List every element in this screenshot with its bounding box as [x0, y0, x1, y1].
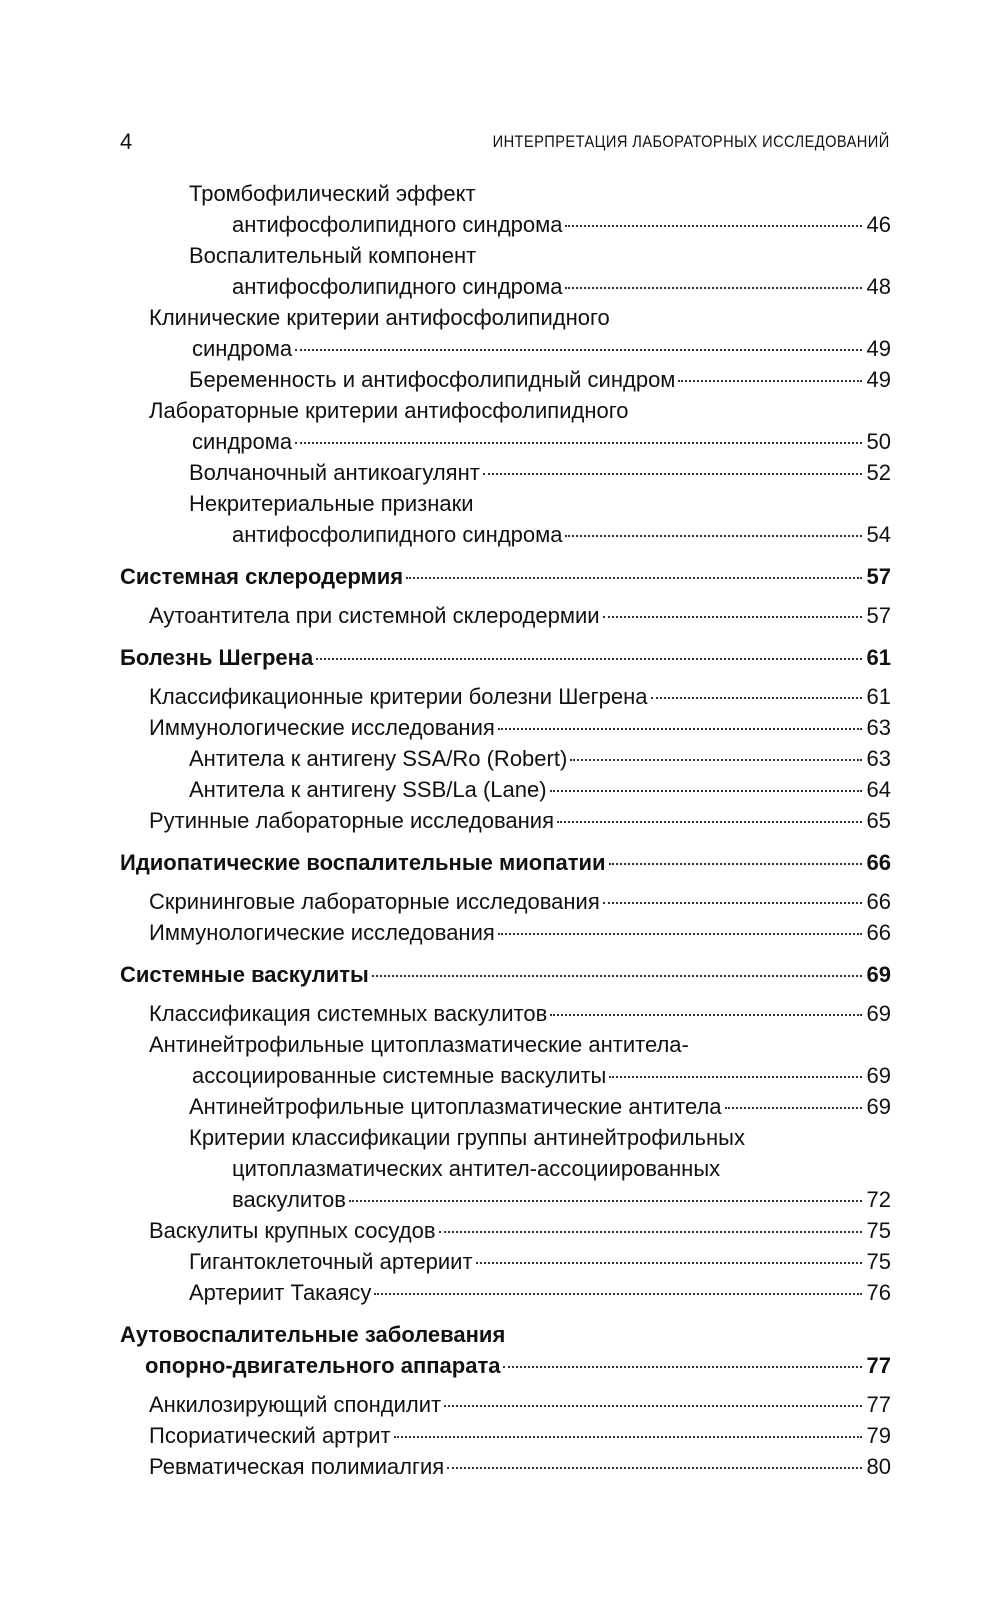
toc-entry-line	[120, 488, 891, 519]
toc-page-number: 64	[866, 777, 891, 802]
toc-chapter-entry	[120, 561, 891, 592]
toc-entry-line	[120, 333, 891, 364]
toc-entry-title: Аутовоспалительные заболевания	[120, 1322, 506, 1347]
toc-page-number: 80	[866, 1454, 891, 1479]
dot-leader	[725, 1107, 862, 1109]
toc-entry-title: Васкулиты крупных сосудов	[149, 1218, 436, 1243]
toc-entry-line	[120, 959, 891, 990]
toc-entry-title: Скрининговые лабораторные исследования	[149, 889, 600, 914]
toc-page-number: 77	[866, 1392, 891, 1417]
dot-leader	[603, 902, 862, 904]
dot-leader	[483, 473, 862, 475]
toc-entry	[120, 774, 891, 805]
toc-entry-line	[120, 847, 891, 878]
toc-entry	[120, 712, 891, 743]
toc-entry	[120, 488, 891, 550]
toc-page-number: 66	[866, 889, 891, 914]
toc-entry-title: цитоплазматических антител-ассоциированных	[232, 1156, 721, 1181]
toc-entry-title: Иммунологические исследования	[149, 715, 495, 740]
toc-entry	[120, 743, 891, 774]
toc-entry-title: Классификационные критерии болезни Шегрена	[149, 684, 648, 709]
toc-page-number: 61	[866, 645, 891, 670]
toc-chapter-entry	[120, 642, 891, 673]
toc-entry-title: Аутоантитела при системной склеродермии	[149, 603, 600, 628]
running-title: ИНТЕРПРЕТАЦИЯ ЛАБОРАТОРНЫХ ИССЛЕДОВАНИЙ	[492, 132, 890, 151]
toc-entry	[120, 805, 891, 836]
toc-chapter-entry	[120, 1319, 891, 1381]
toc-entry-title: Ревматическая полимиалгия	[149, 1454, 445, 1479]
toc-entry-title: Классификация системных васкулитов	[149, 1001, 548, 1026]
dot-leader	[447, 1467, 862, 1469]
toc-entry	[120, 302, 891, 364]
toc-entry-line	[120, 681, 891, 712]
toc-entry-line	[120, 1420, 891, 1451]
toc-entry-line	[120, 1350, 891, 1381]
toc-entry-title: Системные васкулиты	[120, 962, 369, 987]
toc-page-number: 69	[866, 1094, 891, 1119]
toc-page-number: 75	[866, 1249, 891, 1274]
toc-entry-line	[120, 1184, 891, 1215]
toc-entry-line	[120, 561, 891, 592]
toc-entry-title: Тромбофилический эффект	[189, 181, 476, 206]
toc-entry	[120, 364, 891, 395]
toc-page-number: 46	[866, 212, 891, 237]
toc-page-number: 77	[866, 1353, 891, 1378]
dot-leader	[444, 1405, 862, 1407]
toc-entry-title: Болезнь Шегрена	[120, 645, 314, 670]
dot-leader	[406, 577, 862, 579]
toc-entry	[120, 1122, 891, 1215]
toc-entry-line	[120, 1060, 891, 1091]
toc-entry	[120, 457, 891, 488]
toc-entry-line	[120, 1215, 891, 1246]
dot-leader	[374, 1293, 862, 1295]
toc-entry-line	[120, 642, 891, 673]
toc-entry-line	[120, 1451, 891, 1482]
dot-leader	[316, 658, 862, 660]
toc-entry-title: васкулитов	[232, 1187, 346, 1212]
toc-entry-title: ассоциированные системные васкулиты	[192, 1063, 607, 1088]
toc-page-number: 63	[866, 715, 891, 740]
toc-entry-title: Антинейтрофильные цитоплазматические антитела-	[149, 1032, 689, 1057]
toc-entry-line	[120, 917, 891, 948]
toc-entry-title: Системная склеродермия	[120, 564, 404, 589]
toc-entry-title: Антитела к антигену SSB/La (Lane)	[189, 777, 547, 802]
toc-page-number: 49	[866, 336, 891, 361]
toc-entry-line	[120, 271, 891, 302]
toc-entry-line	[120, 1389, 891, 1420]
dot-leader	[678, 380, 862, 382]
toc-page-number: 65	[866, 808, 891, 833]
toc-page-number: 49	[866, 367, 891, 392]
toc-entry-line	[120, 886, 891, 917]
dot-leader	[503, 1366, 862, 1368]
toc-page-number: 72	[866, 1187, 891, 1212]
dot-leader	[609, 863, 862, 865]
toc-entry-title: синдрома	[192, 429, 293, 454]
toc-page-number: 76	[866, 1280, 891, 1305]
toc-entry	[120, 1215, 891, 1246]
toc-entry-title: Псориатический артрит	[149, 1423, 391, 1448]
toc-entry-title: Анкилозирующий спондилит	[149, 1392, 442, 1417]
toc-entry-title: Беременность и антифосфолипидный синдром	[189, 367, 676, 392]
dot-leader	[498, 728, 862, 730]
toc-page-number: 69	[866, 1063, 891, 1088]
toc-entry-title: Волчаночный антикоагулянт	[189, 460, 480, 485]
dot-leader	[394, 1436, 862, 1438]
toc-entry-title: антифосфолипидного синдрома	[232, 212, 563, 237]
toc-entry	[120, 1029, 891, 1091]
toc-entry-title: Воспалительный компонент	[189, 243, 477, 268]
toc-entry	[120, 1091, 891, 1122]
table-of-contents	[120, 178, 891, 1482]
dot-leader	[603, 616, 862, 618]
toc-entry	[120, 600, 891, 631]
toc-entry-line	[120, 1091, 891, 1122]
toc-entry-title: Антинейтрофильные цитоплазматические антитела	[189, 1094, 722, 1119]
toc-entry	[120, 886, 891, 917]
toc-entry-title: Антитела к антигену SSA/Ro (Robert)	[189, 746, 568, 771]
toc-page-number: 79	[866, 1423, 891, 1448]
toc-entry-title: Идиопатические воспалительные миопатии	[120, 850, 606, 875]
toc-entry-line	[120, 395, 891, 426]
dot-leader	[557, 821, 862, 823]
toc-entry	[120, 998, 891, 1029]
toc-entry	[120, 681, 891, 712]
toc-chapter-entry	[120, 959, 891, 990]
page-number: 4	[120, 129, 133, 154]
toc-entry-title: Некритериальные признаки	[189, 491, 474, 516]
toc-entry	[120, 1246, 891, 1277]
toc-page-number: 61	[866, 684, 891, 709]
toc-page-number: 63	[866, 746, 891, 771]
toc-entry	[120, 1451, 891, 1482]
toc-entry	[120, 178, 891, 240]
toc-entry-title: Лабораторные критерии антифосфолипидного	[149, 398, 629, 423]
toc-entry-title: Гигантоклеточный артериит	[189, 1249, 473, 1274]
toc-entry	[120, 917, 891, 948]
toc-entry-line	[120, 1029, 891, 1060]
toc-entry	[120, 395, 891, 457]
toc-entry-line	[120, 1153, 891, 1184]
toc-entry	[120, 240, 891, 302]
toc-entry-line	[120, 240, 891, 271]
toc-page-number: 75	[866, 1218, 891, 1243]
toc-entry-title: опорно-двигательного аппарата	[145, 1353, 501, 1378]
toc-page-number: 50	[866, 429, 891, 454]
toc-page-number: 57	[866, 603, 891, 628]
toc-entry-line	[120, 426, 891, 457]
dot-leader	[476, 1262, 862, 1264]
dot-leader	[349, 1200, 862, 1202]
toc-page-number: 69	[866, 962, 891, 987]
toc-page-number: 66	[866, 850, 891, 875]
toc-page-number: 69	[866, 1001, 891, 1026]
toc-entry-title: Рутинные лабораторные исследования	[149, 808, 554, 833]
toc-entry-line	[120, 519, 891, 550]
dot-leader	[550, 790, 862, 792]
toc-entry-line	[120, 1277, 891, 1308]
toc-entry-title: Критерии классификации группы антинейтрофильных	[189, 1125, 745, 1150]
toc-entry-line	[120, 998, 891, 1029]
dot-leader	[651, 697, 863, 699]
toc-entry-title: Иммунологические исследования	[149, 920, 495, 945]
toc-entry-line	[120, 743, 891, 774]
dot-leader	[565, 225, 862, 227]
toc-entry-line	[120, 302, 891, 333]
toc-entry	[120, 1389, 891, 1420]
toc-entry-title: Артериит Такаясу	[189, 1280, 372, 1305]
dot-leader	[439, 1231, 862, 1233]
toc-entry-line	[120, 457, 891, 488]
dot-leader	[565, 287, 862, 289]
toc-page-number: 52	[866, 460, 891, 485]
toc-page-number: 54	[866, 522, 891, 547]
toc-entry-title: антифосфолипидного синдрома	[232, 522, 563, 547]
dot-leader	[609, 1076, 862, 1078]
dot-leader	[565, 535, 862, 537]
toc-entry	[120, 1420, 891, 1451]
toc-entry	[120, 1277, 891, 1308]
dot-leader	[550, 1014, 862, 1016]
toc-entry-title: антифосфолипидного синдрома	[232, 274, 563, 299]
toc-chapter-entry	[120, 847, 891, 878]
dot-leader	[295, 442, 862, 444]
toc-entry-line	[120, 1319, 891, 1350]
toc-entry-line	[120, 774, 891, 805]
toc-entry-line	[120, 1122, 891, 1153]
dot-leader	[372, 975, 862, 977]
toc-entry-line	[120, 600, 891, 631]
toc-entry-line	[120, 364, 891, 395]
toc-entry-line	[120, 712, 891, 743]
dot-leader	[295, 349, 862, 351]
dot-leader	[570, 759, 862, 761]
toc-entry-line	[120, 805, 891, 836]
toc-page-number: 57	[866, 564, 891, 589]
toc-entry-line	[120, 178, 891, 209]
toc-page-number: 48	[866, 274, 891, 299]
toc-entry-title: синдрома	[192, 336, 293, 361]
dot-leader	[498, 933, 862, 935]
toc-page-number: 66	[866, 920, 891, 945]
toc-entry-line	[120, 1246, 891, 1277]
toc-entry-line	[120, 209, 891, 240]
toc-entry-title: Клинические критерии антифосфолипидного	[149, 305, 610, 330]
